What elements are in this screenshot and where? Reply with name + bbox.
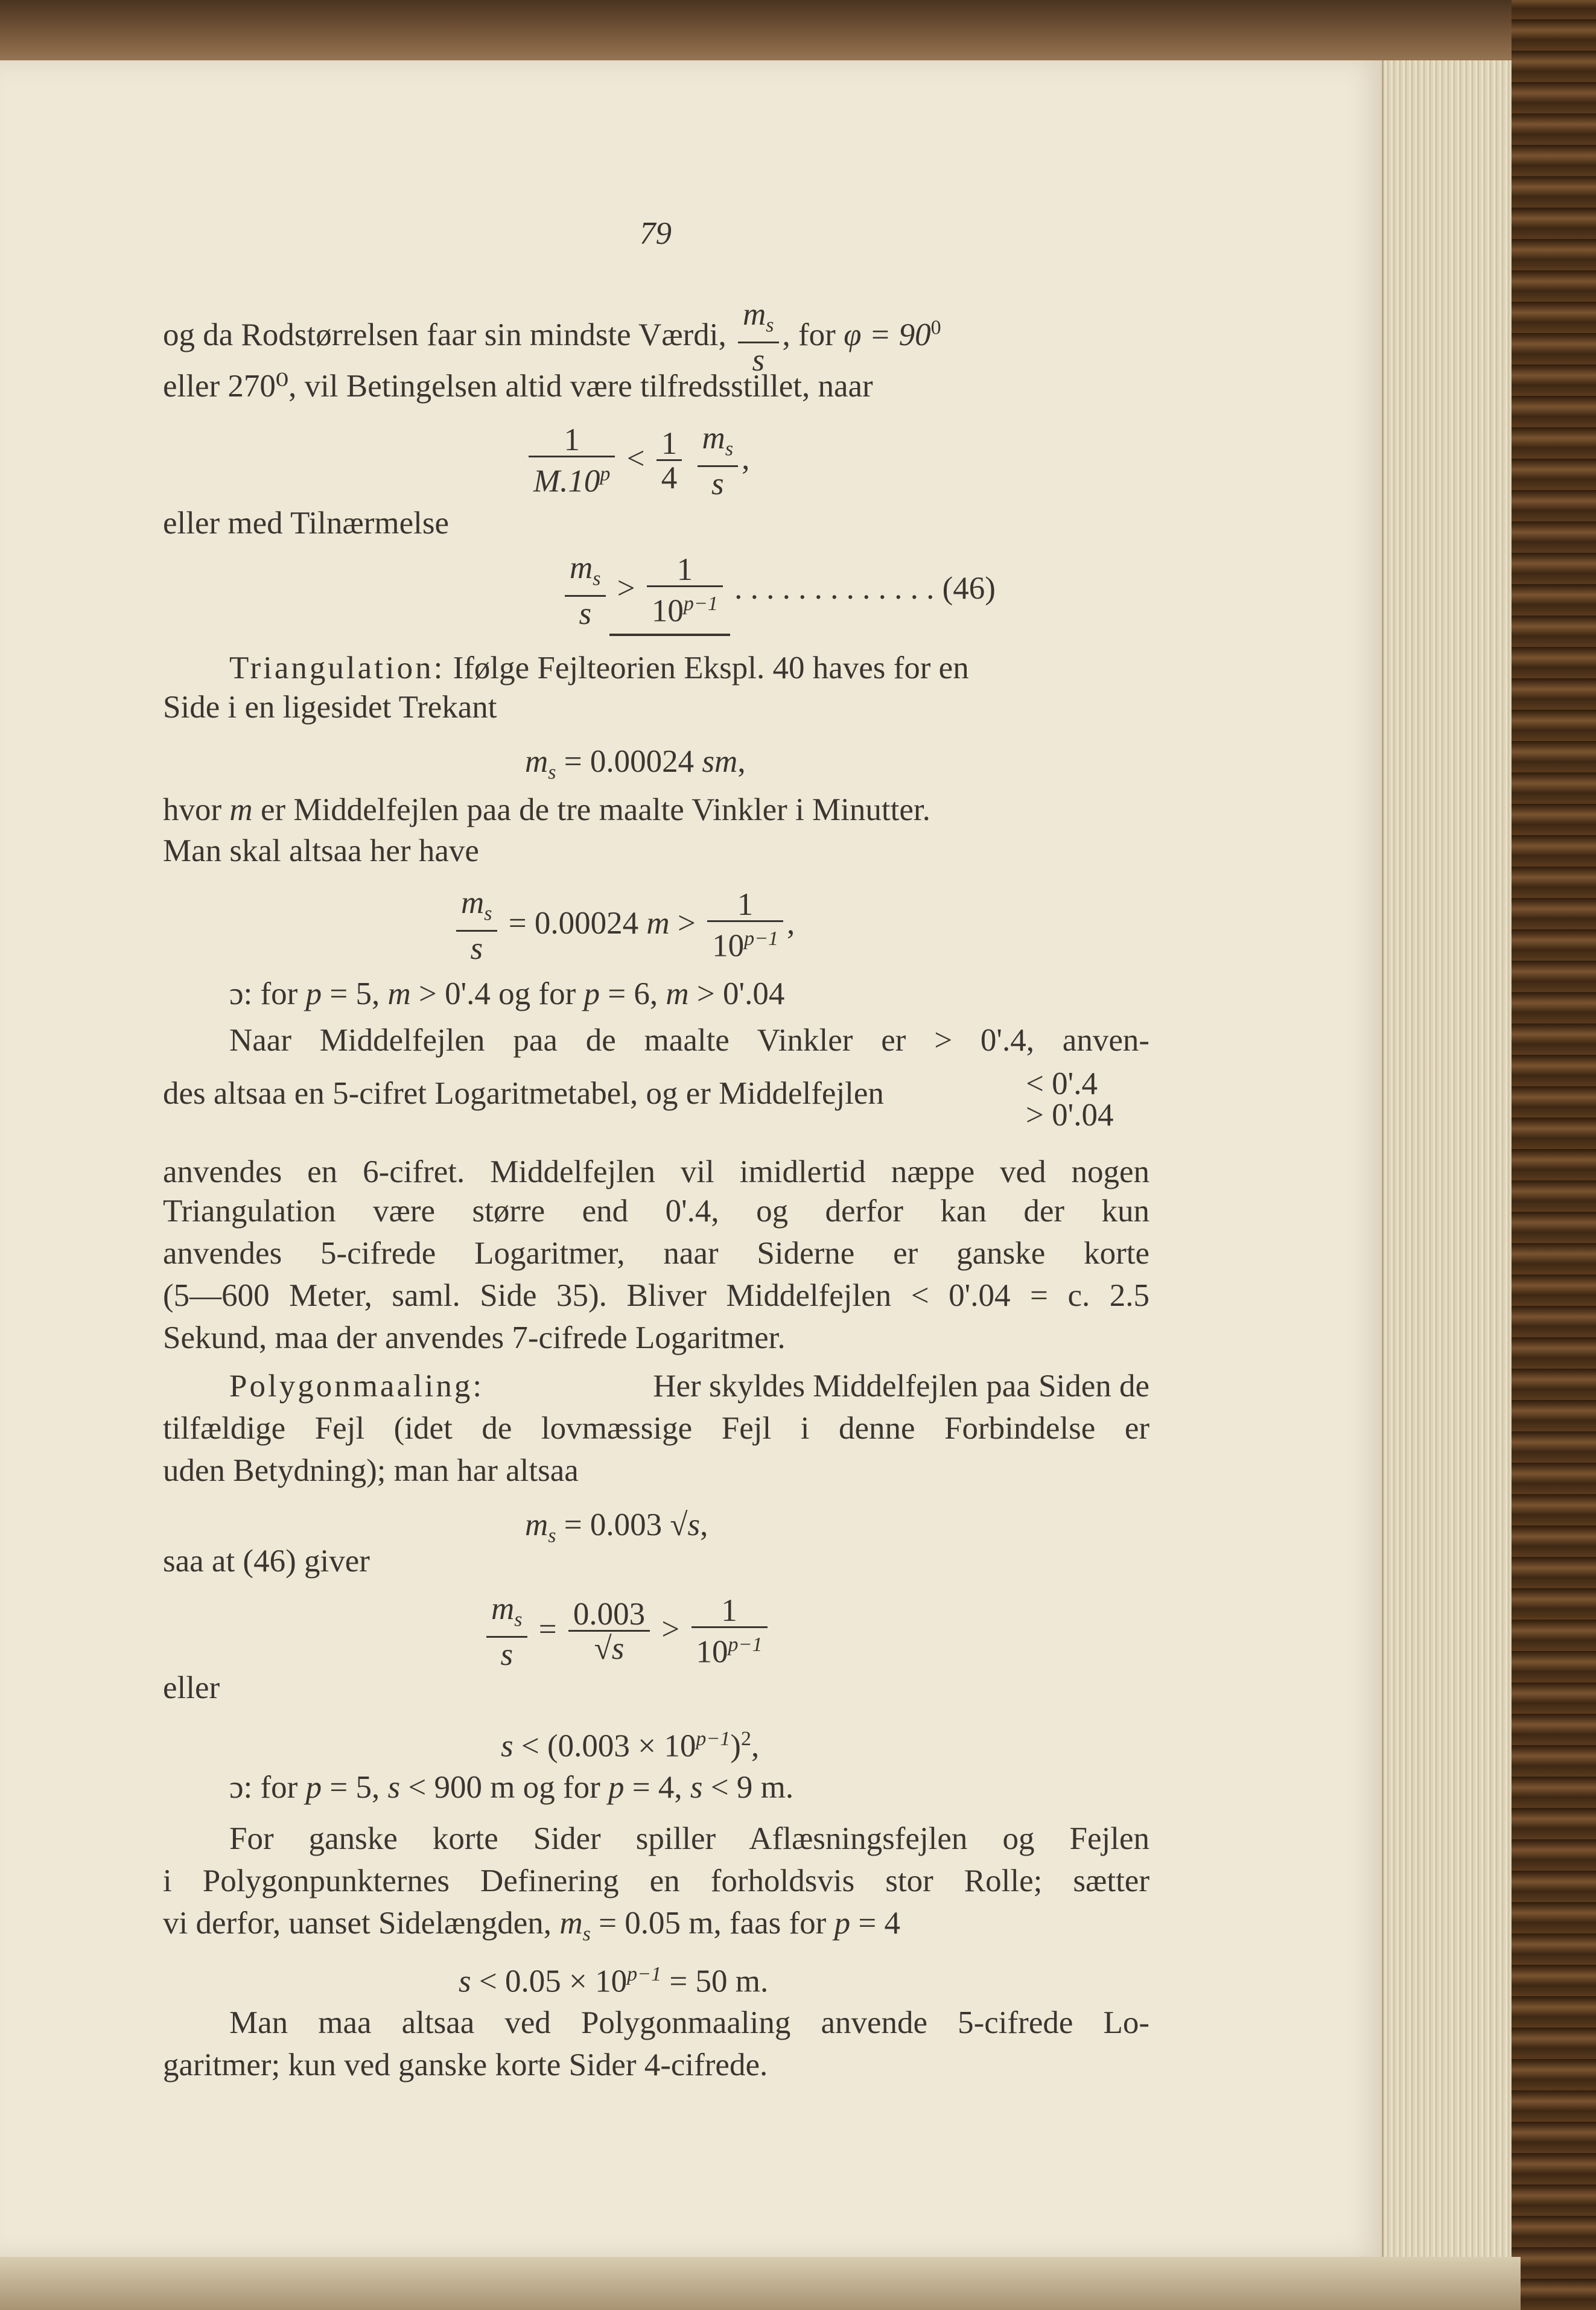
text-line-13: anvendes 5-cifrede Logaritmer, naar Siderne er ganske korte [163, 1236, 1149, 1271]
fraction: $\frac{m_s}{s}$ [486, 1593, 527, 1672]
equation-poly-2: $\frac{m_s}{s}$ = $\frac{0.003}{√s}$ > $\frac{1}{10^{p-1}}$ [483, 1593, 771, 1672]
fraction-ms-s: $\frac{m_s}{s}$ [738, 299, 779, 377]
text-line-17: tilfældige Fejl (idet de lovmæssige Fejl i denne Forbindelse er [163, 1411, 1149, 1446]
equation-tri: $m_s = 0.00024$ sm, [525, 744, 746, 784]
text-line-11: anvendes en 6-cifret. Middelfejlen vil imidlertid næppe ved nogen [163, 1154, 1149, 1189]
text-line-22: For ganske korte Sider spiller Aflæsningsfejlen og Fejlen [229, 1821, 1149, 1856]
fraction: $\frac{1}{M.10^p}$ [529, 424, 615, 498]
formula: φ = 90 [844, 317, 931, 352]
page-number: 79 [640, 216, 672, 251]
fraction: $\frac{m_s}{s}$ [456, 887, 497, 966]
text-line-4: Triangulation: Ifølge Fejlteorien Ekspl. 40 haves for en [229, 651, 969, 686]
text-line-6: hvor m er Middelfejlen paa de tre maalte Vinkler i Minutter. [163, 792, 930, 827]
text-line-7: Man skal altsaa her have [163, 833, 479, 868]
text-line-23: i Polygonpunkternes Definering en forholdsvis stor Rolle; sætter [163, 1863, 1149, 1898]
text-line-8: ɔ: for p = 5, m > 0'.4 og for p = 6, m > 0'.04 [229, 976, 785, 1011]
text-line-18: uden Betydning); man har altsaa [163, 1453, 579, 1488]
book-cover-top [0, 0, 1596, 66]
fraction: $\frac{1}{10^{p-1}}$ [647, 554, 723, 628]
text-line-12: Triangulation være større end 0'.4, og derfor kan der kun [163, 1194, 1149, 1229]
equation-tri-2: $\frac{m_s}{s}$ = 0.00024 m > $\frac{1}{10^{p-1}}$ , [453, 887, 795, 966]
book-cover-spine [1512, 0, 1596, 2310]
text: for [798, 317, 836, 352]
text-line-1: og da Rodstørrelsen faar sin mindste Værdi, $\frac{m_s}{s}$ , for $\varphi = 90^0$ [163, 297, 941, 378]
equation-1: $\frac{1}{M.10^p}$ < $\frac{1}{4}$ $\frac{m_s}{s}$ , [525, 422, 749, 501]
section-heading: Triangulation: [229, 651, 445, 686]
text-line-2: eller 270⁰, vil Betingelsen altid være tilfredsstillet, naar [163, 369, 873, 404]
text-line-21: ɔ: for p = 5, s < 900 m og for p = 4, s < 9 m. [229, 1770, 794, 1805]
equation-poly: $m_s = 0.003$ √s, [525, 1507, 708, 1547]
fraction: $\frac{1}{4}$ [657, 428, 682, 495]
equation-label: (46) [942, 570, 996, 606]
text-line-3: eller med Tilnærmelse [163, 506, 450, 541]
text-line-5: Side i en ligesidet Trekant [163, 690, 497, 725]
equation-46: $\frac{m_s}{s}$ > $\frac{1}{10^{p-1}}$ . . . . . . . . . . . . . (46) [561, 552, 996, 631]
fraction: $\frac{1}{10^{p-1}}$ [691, 1595, 768, 1669]
text-line-19: saa at (46) giver [163, 1544, 370, 1579]
page-edges [1382, 60, 1522, 2257]
fraction: $\frac{0.003}{√s}$ [568, 1599, 650, 1666]
equation-last: $s < 0.05 \times 10^{p-1} = 50$ m. [459, 1963, 769, 1999]
text-line-25: Man maa altsaa ved Polygonmaaling anvende 5-cifrede Lo- [229, 2005, 1149, 2040]
text-line-24: vi derfor, uanset Sidelængden, $m_s = 0.05$ m, faas for p = 4 [163, 1906, 900, 1946]
text-line-16: Polygonmaaling: Her skyldes Middelfejlen paa Siden de [229, 1367, 1149, 1405]
text-line-26: garitmer; kun ved ganske korte Sider 4-cifrede. [163, 2048, 768, 2082]
text-line-20: eller [163, 1670, 220, 1705]
fraction: $\frac{m_s}{s}$ [565, 552, 606, 631]
text-line-15: Sekund, maa der anvendes 7-cifrede Logaritmer. [163, 1320, 786, 1355]
text-line-14: (5—600 Meter, saml. Side 35). Bliver Middelfejlen < 0'.04 = c. 2.5 [163, 1278, 1149, 1313]
text: og da Rodstørrelsen faar sin mindste Værdi, [163, 317, 726, 352]
text-line-9: Naar Middelfejlen paa de maalte Vinkler er > 0'.4, anven- [229, 1023, 1149, 1058]
section-rule [609, 634, 730, 636]
book-bottom-edge [0, 2257, 1521, 2310]
fraction: $\frac{1}{10^{p-1}}$ [707, 889, 783, 963]
fraction: $\frac{m_s}{s}$ [698, 422, 739, 501]
inequality-stack: < 0'.4 > 0'.04 [1026, 1066, 1114, 1133]
equation-s: $s < (0.003 \times 10^{p-1})^2$, [501, 1728, 760, 1764]
text-line-10: des altsaa en 5-cifret Logaritmetabel, og er Middelfejlen < 0'.4 > 0'.04 [163, 1066, 1114, 1133]
section-heading: Polygonmaaling: [229, 1369, 485, 1404]
